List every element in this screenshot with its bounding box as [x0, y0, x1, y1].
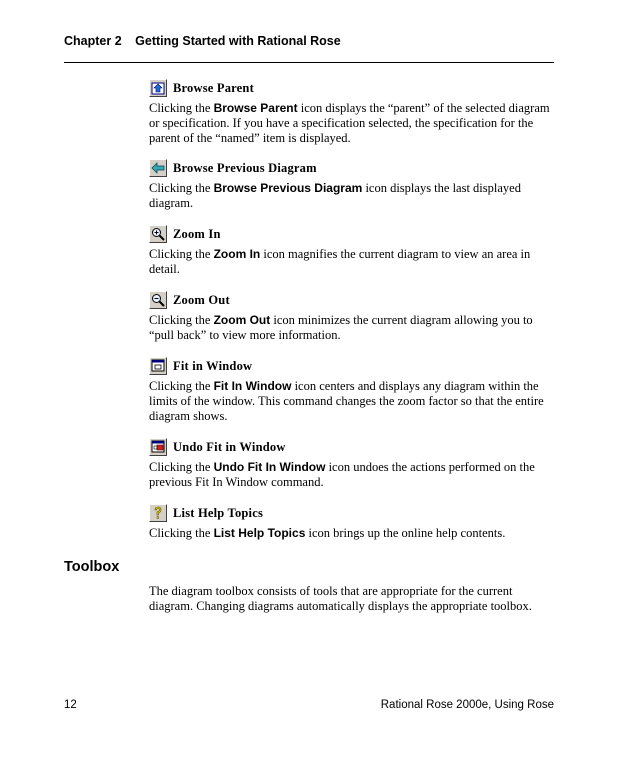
entry-list-help-topics — [149, 504, 559, 541]
entry-title: Undo Fit in Window — [173, 439, 286, 454]
zoom-in-icon — [149, 225, 167, 243]
entry-zoom-out — [149, 291, 559, 343]
entry-description: Clicking the Fit In Window icon centers and displays any diagram within the limits of the window. This command changes the zoom factor so that the entire diagram shows. — [149, 379, 544, 423]
entry-title: Fit in Window — [173, 358, 253, 373]
book-title: Rational Rose 2000e, Using Rose — [380, 699, 554, 711]
chapter-title: Getting Started with Rational Rose — [135, 34, 341, 48]
zoom-out-icon — [149, 291, 167, 309]
entry-description: Clicking the List Help Topics icon brings up the online help contents. — [149, 526, 506, 540]
entry-fit-in-window — [149, 357, 559, 424]
header-rule — [64, 62, 554, 63]
entry-browse-parent — [149, 79, 559, 146]
page-header — [64, 34, 554, 48]
fit-in-window-icon — [149, 357, 167, 375]
entry-zoom-in — [149, 225, 559, 277]
browse-parent-icon — [149, 79, 167, 97]
entry-description: Clicking the Browse Parent icon displays the “parent” of the selected diagram or specification. If you have a specification selected, the specification for the parent of the “named” item is displayed. — [149, 101, 550, 145]
entry-title: Zoom Out — [173, 292, 230, 307]
section-body-toolbox: The diagram toolbox consists of tools that are appropriate for the current diagram. Changing diagrams automatically displays the appropriate toolbox. — [149, 584, 532, 613]
entry-title: Zoom In — [173, 226, 221, 241]
entry-description: Clicking the Zoom Out icon minimizes the current diagram allowing you to “pull back” to view more information. — [149, 313, 533, 342]
entry-title: List Help Topics — [173, 505, 264, 520]
entry-description: Clicking the Zoom In icon magnifies the current diagram to view an area in detail. — [149, 247, 531, 276]
entry-description: Clicking the Browse Previous Diagram icon displays the last displayed diagram. — [149, 181, 521, 210]
entry-browse-previous-diagram — [149, 159, 559, 211]
chapter-number: Chapter 2 — [64, 34, 122, 48]
undo-fit-in-window-icon — [149, 438, 167, 456]
section-heading-toolbox: Toolbox — [64, 559, 120, 575]
browse-previous-diagram-icon — [149, 159, 167, 177]
entry-title: Browse Parent — [173, 80, 254, 95]
entry-undo-fit-in-window — [149, 438, 559, 490]
page-number: 12 — [64, 699, 77, 711]
list-help-topics-icon — [149, 504, 167, 522]
entry-title: Browse Previous Diagram — [173, 160, 317, 175]
entry-description: Clicking the Undo Fit In Window icon undoes the actions performed on the previous Fit In Window command. — [149, 460, 535, 489]
